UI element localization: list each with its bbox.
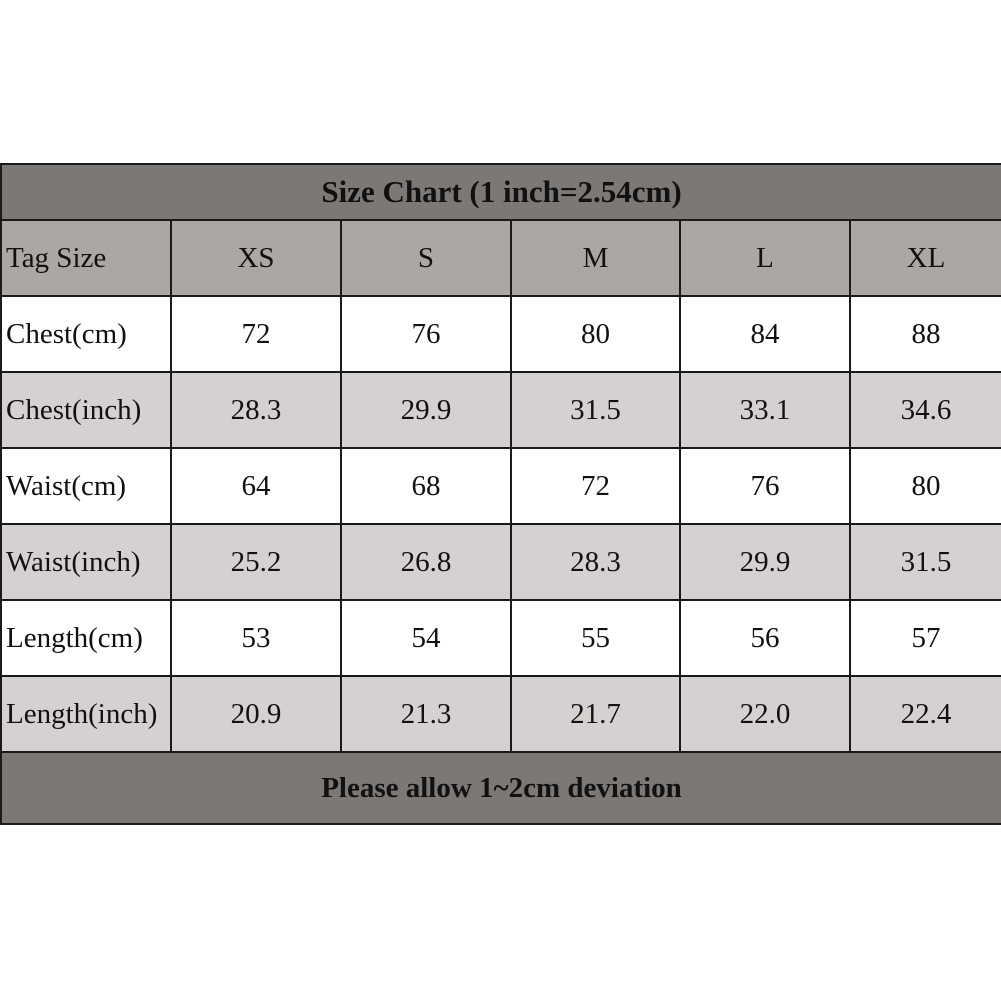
table-cell: 72	[171, 296, 341, 372]
table-cell: 57	[850, 600, 1001, 676]
row-label: Chest(cm)	[1, 296, 171, 372]
table-cell: 20.9	[171, 676, 341, 752]
footer-row	[1, 752, 1001, 824]
table-cell: 80	[511, 296, 680, 372]
row-label: Chest(inch)	[1, 372, 171, 448]
table-row	[1, 524, 1001, 600]
table-cell: 31.5	[850, 524, 1001, 600]
table-row	[1, 296, 1001, 372]
row-label: Waist(cm)	[1, 448, 171, 524]
table-cell: 21.3	[341, 676, 511, 752]
table-cell: 56	[680, 600, 850, 676]
size-chart-table	[0, 163, 1001, 825]
table-cell: 25.2	[171, 524, 341, 600]
table-cell: 72	[511, 448, 680, 524]
size-header-xl: XL	[850, 220, 1001, 296]
table-cell: 26.8	[341, 524, 511, 600]
table-cell: 28.3	[511, 524, 680, 600]
table-cell: 34.6	[850, 372, 1001, 448]
table-cell: 76	[680, 448, 850, 524]
table-cell: 22.4	[850, 676, 1001, 752]
table-cell: 80	[850, 448, 1001, 524]
row-label: Length(cm)	[1, 600, 171, 676]
table-cell: 21.7	[511, 676, 680, 752]
row-label: Waist(inch)	[1, 524, 171, 600]
row-label: Length(inch)	[1, 676, 171, 752]
table-cell: 28.3	[171, 372, 341, 448]
table-cell: 84	[680, 296, 850, 372]
size-header-l: L	[680, 220, 850, 296]
size-header-xs: XS	[171, 220, 341, 296]
size-header-s: S	[341, 220, 511, 296]
table-cell: 29.9	[341, 372, 511, 448]
table-cell: 53	[171, 600, 341, 676]
table-cell: 76	[341, 296, 511, 372]
table-cell: 29.9	[680, 524, 850, 600]
table-cell: 55	[511, 600, 680, 676]
table-row	[1, 448, 1001, 524]
table-row	[1, 600, 1001, 676]
table-cell: 22.0	[680, 676, 850, 752]
title-row	[1, 164, 1001, 220]
table-cell: 33.1	[680, 372, 850, 448]
deviation-note: Please allow 1~2cm deviation	[1, 752, 1001, 824]
size-header-m: M	[511, 220, 680, 296]
table-cell: 88	[850, 296, 1001, 372]
table-cell: 68	[341, 448, 511, 524]
chart-title: Size Chart (1 inch=2.54cm)	[1, 164, 1001, 220]
table-row	[1, 676, 1001, 752]
table-cell: 31.5	[511, 372, 680, 448]
table-cell: 64	[171, 448, 341, 524]
table-row	[1, 372, 1001, 448]
table-cell: 54	[341, 600, 511, 676]
header-row	[1, 220, 1001, 296]
tag-size-label: Tag Size	[1, 220, 171, 296]
